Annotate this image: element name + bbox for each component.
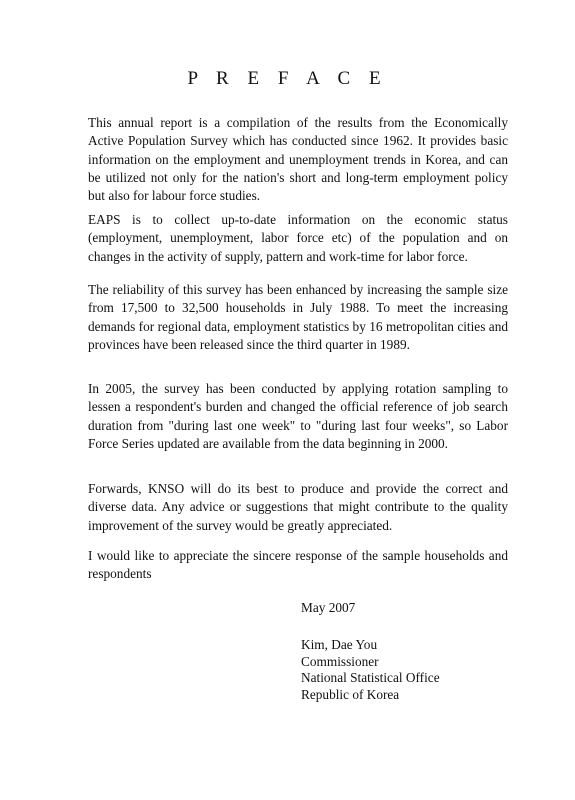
paragraph-appreciation: I would like to appreciate the sincere response of the sample households and respondents	[88, 548, 508, 582]
paragraph-forwards: Forwards, KNSO will do its best to produce and provide the correct and diverse data. Any advice or suggestions that might contribute to the quality improvement of the survey would be greatly appreciated.	[88, 481, 508, 533]
paragraph-rotation-sampling: In 2005, the survey has been conducted by applying rotation sampling to lessen a respondent's burden and changed the official reference of job search duration from "during last one week" to "during last four weeks", so Labor Force Series updated are available from the data beginning in 2000.	[88, 381, 508, 451]
signatory-country: Republic of Korea	[301, 686, 400, 702]
page-title: P R E F A C E	[187, 68, 388, 89]
signature-block	[301, 637, 440, 703]
signatory-organization: National Statistical Office	[301, 670, 440, 685]
paragraph-intro: This annual report is a compilation of the results from the Economically Active Population Survey which has conducted since 1962. It provides basic information on the employment and unemployment trends in Korea, and can be utilized not only for the nation's short and long-term employment policy but also for labour force studies.	[88, 115, 508, 204]
signature-date: May 2007	[301, 600, 356, 615]
paragraph-eaps: EAPS is to collect up-to-date information on the economic status (employment, unemployment, labor force etc) of the population and on changes in the activity of supply, pattern and work-time for labor force.	[88, 212, 508, 264]
signatory-position: Commissioner	[301, 653, 379, 669]
paragraph-reliability: The reliability of this survey has been enhanced by increasing the sample size from 17,500 to 32,500 households in July 1988. To meet the increasing demands for regional data, employment statistics by 16 metropolitan cities and provinces have been released since the third quarter in 1989.	[88, 282, 508, 352]
signatory-name: Kim, Dae You	[301, 637, 378, 652]
